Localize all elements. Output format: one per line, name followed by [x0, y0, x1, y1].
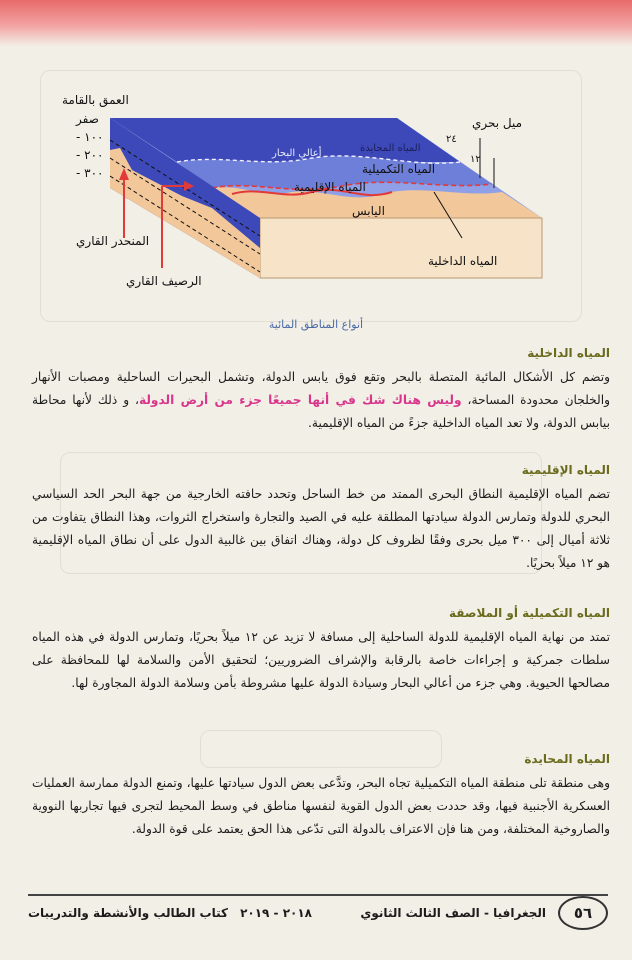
mile-12-label: ١٢: [470, 154, 481, 165]
high-seas-label: أعالي البحار: [272, 148, 322, 159]
continental-shelf-label: الرصيف القاري: [126, 274, 202, 288]
depth-title: العمق بالقامة: [62, 93, 129, 107]
mile-24-label: ٢٤: [446, 134, 457, 145]
depth-100-label: ١٠٠ -: [76, 130, 104, 144]
territorial-waters-label: المياه الإقليمية: [294, 180, 366, 194]
nautical-mile-label: ميل بحري: [472, 116, 523, 130]
section-paragraph: وهى منطقة تلى منطقة المياه التكميلية تجاه البحر، وتدَّعى بعض الدول سيادتها عليها، وتمنع الدولة ممارسة العمليات العسكرية الأجنبية فيها، وقد حددت بعض الدول القوية لنفسها مناطق في وسط المحيط لتجرى فيها تجاربها النووية والصاروخية المختلفة، ومن هنا فإن الاعتراف بالدولة التى تدّعى هذا الحق يعتمد على قوة الدولة.: [32, 776, 610, 836]
page-footer: [28, 900, 608, 928]
water-zones-figure: [62, 88, 562, 323]
paragraph-text: وتضم كل الأشكال المائية المتصلة بالبحر وتقع فوق يابس الدولة، وتشمل البحيرات الساحلية ومصبات الأنهار والخلجان محدودة المساحة،: [32, 370, 610, 407]
land-block-front: [260, 218, 542, 278]
footer-divider: [28, 894, 608, 896]
figure-caption: أنواع المناطق المائية: [268, 318, 364, 331]
depth-300-label: ٣٠٠ -: [76, 166, 104, 180]
paragraph-text: ، و ذلك لأنها محاطة بيابس الدولة، ولا تعد المياه الداخلية جزءً من المياه الإقليمية.: [32, 393, 610, 430]
section-internal-waters: [32, 346, 610, 435]
continental-slope-label: المنحدر القاري: [76, 234, 150, 248]
highlighted-text: وليس هناك شك في أنها جميعًا جزء من أرض الدولة: [138, 393, 462, 407]
section-title: المياه المحايدة: [524, 752, 610, 766]
footer-subject: الجغرافيا - الصف الثالث الثانوي: [360, 906, 546, 920]
section-title: المياه الداخلية: [527, 346, 610, 360]
depth-200-label: ٢٠٠ -: [76, 148, 104, 162]
section-neutral-waters: [32, 752, 610, 841]
section-paragraph: [32, 366, 610, 435]
section-title: المياه الإقليمية: [521, 463, 610, 477]
section-paragraph: تمتد من نهاية المياه الإقليمية للدولة الساحلية إلى مسافة لا تزيد عن ١٢ ميلاً بحريًا، وتمارس الدولة في هذه المياه سلطات جمركية و إجراءات خاصة بالرقابة والإشراف الضروريين؛ لتحقيق الأمن والسلامة لها للمحافظة على مصالحها الحيوية. وهي جزء من أعالي البحار وسيادة الدولة عليها مشروطة بأمن وسلامة الدولة المجاورة لها.: [32, 630, 610, 690]
section-territorial-waters: [32, 463, 610, 575]
top-color-band: [0, 0, 632, 46]
neutral-waters-label: المياه المحايدة: [360, 143, 421, 154]
depth-0-label: صفر: [76, 112, 99, 126]
section-paragraph: تضم المياه الإقليمية النطاق البحرى الممتد من خط الساحل وتحدد حافته الخارجية من جهة البحر الحد السياسي البحري للدولة وتمارس الدولة سيادتها المطلقة عليه في الصيد والتجارة واستخراج الثروات، وهذا النطاق يتفاوت من ثلاثة أميال إلى ٣٠٠ ميل بحرى وفقًا لظروف كل دولة، وهناك اتفاق بين غالبية الدول على أن نطاق المياه الإقليمية هو ١٢ ميلاً بحريًا.: [32, 487, 610, 570]
land-label: اليابس: [352, 204, 385, 218]
internal-waters-label: المياه الداخلية: [428, 254, 498, 268]
footer-year: ٢٠١٨ - ٢٠١٩: [240, 906, 312, 920]
contiguous-waters-label: المياه التكميلية: [362, 162, 436, 176]
page-number: ٥٦: [558, 896, 608, 930]
section-title: المياه التكميلية أو الملاصقة: [448, 606, 610, 620]
section-contiguous-waters: [32, 606, 610, 695]
footer-book-title: كتاب الطالب والأنشطة والتدريبات: [28, 906, 228, 920]
